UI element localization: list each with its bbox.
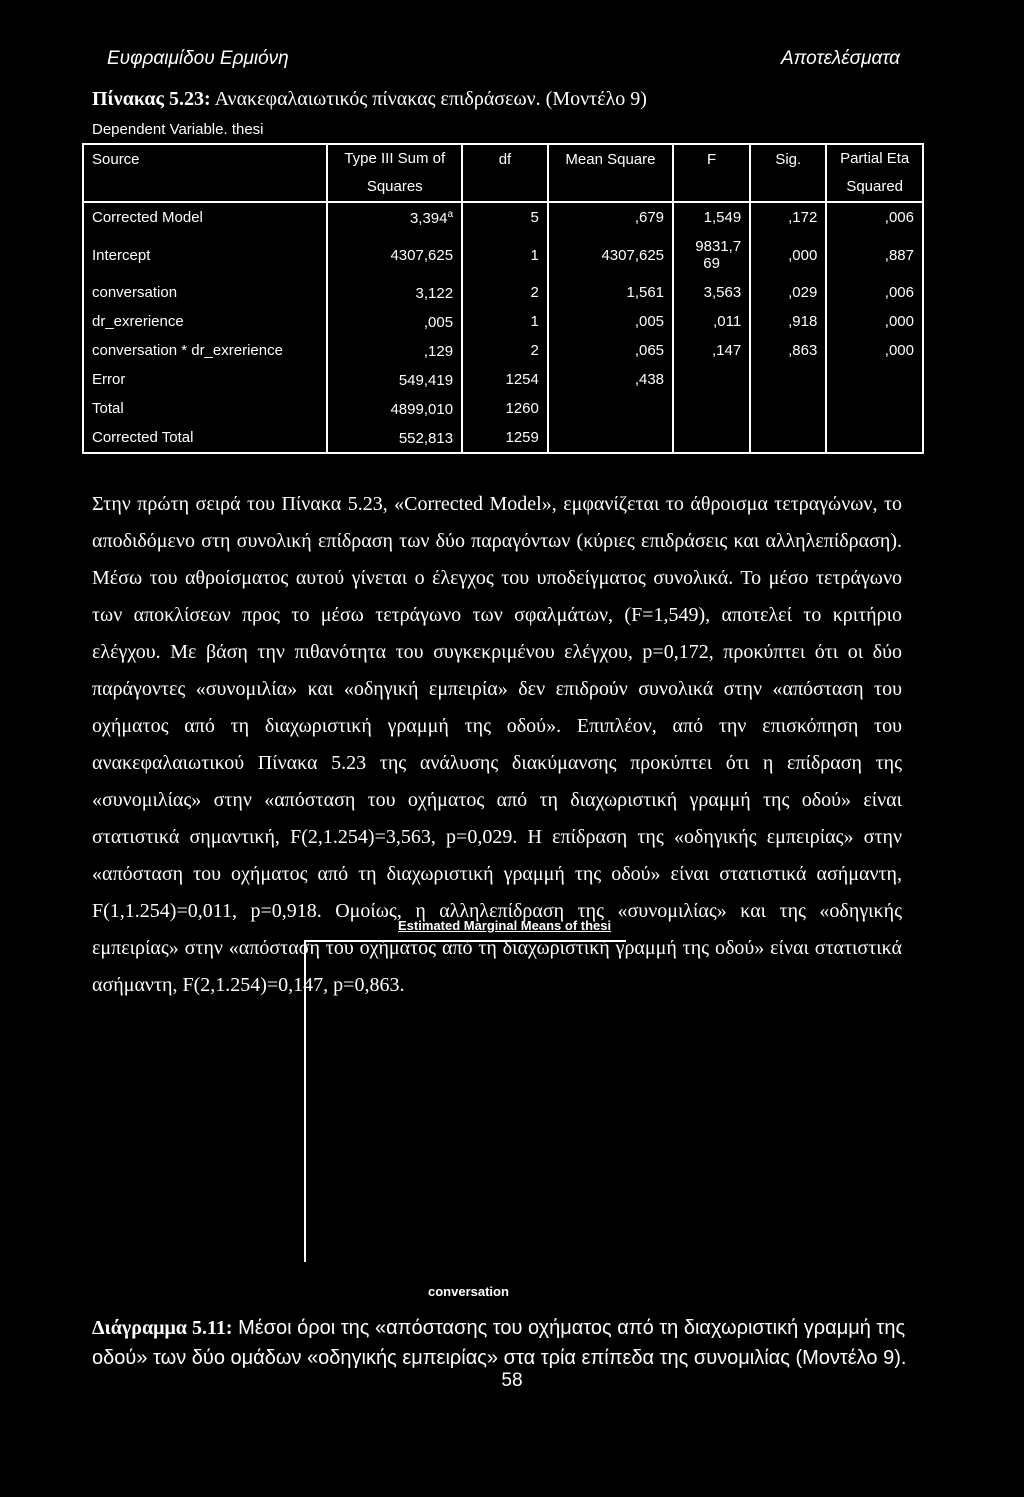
header-sig: Sig. <box>750 144 826 202</box>
table-title-text: Ανακεφαλαιωτικός πίνακας επιδράσεων. (Μοντέλο 9) <box>214 88 647 110</box>
cell-ms: ,679 <box>548 202 673 232</box>
cell-df: 1254 <box>462 365 548 394</box>
dependent-variable: Dependent Variable. thesi <box>92 121 264 138</box>
table-title-label: Πίνακας 5.23: <box>92 88 211 110</box>
header-source: Source <box>83 144 327 202</box>
header-df: df <box>462 144 548 202</box>
cell-eta: ,006 <box>826 202 923 232</box>
table-row <box>83 202 923 232</box>
cell-ss <box>327 336 462 365</box>
table-title <box>92 88 647 111</box>
cell-ss <box>327 394 462 423</box>
cell-df: 5 <box>462 202 548 232</box>
figure-caption <box>92 1313 922 1373</box>
cell-source: Corrected Total <box>83 423 327 453</box>
header-ss: Type III Sum of Squares <box>327 144 462 202</box>
caption-text: Μέσοι όροι της «απόστασης του οχήματος από τη διαχωριστική γραμμή της οδού» των δύο ομάδων «οδηγικής εμπειρίας» στα τρία επίπεδα της συνομιλίας (Μοντέλο 9). <box>92 1317 907 1369</box>
cell-ms: ,438 <box>548 365 673 394</box>
anova-table <box>82 143 924 454</box>
cell-eta: ,000 <box>826 307 923 336</box>
cell-source: Corrected Model <box>83 202 327 232</box>
cell-df: 1 <box>462 307 548 336</box>
cell-ss <box>327 365 462 394</box>
cell-f <box>673 336 750 365</box>
cell-sig: ,172 <box>750 202 826 232</box>
table-row <box>83 278 923 307</box>
cell-source: conversation <box>83 278 327 307</box>
cell-source: Intercept <box>83 232 327 278</box>
cell-f <box>673 365 750 394</box>
cell-sig <box>750 394 826 423</box>
body-paragraph: Στην πρώτη σειρά του Πίνακα 5.23, «Corrected Model», εμφανίζεται το άθροισμα τετραγώνων, το αποδιδόμενο στη συνολική επίδραση των δύο παραγόντων (κύριες επιδράσεις και αλληλεπίδραση). Μέσω του αθροίσματος αυτού γίνεται ο έλεγχος του υποδείγματος συνολικά. Το μέσο τετράγωνο των αποκλίσεων προς το μέσω τετράγωνο των σφαλμάτων, (F=1,549), αποτελεί το κριτήριο ελέγχου. Με βάση την πιθανότητα του συγκεκριμένου ελέγχου, p=0,172, προκύπτει ότι οι δύο παράγοντες «συνομιλία» και «οδηγική εμπειρία» δεν επιδρούν συνολικά στην «απόσταση του οχήματος από τη διαχωριστική γραμμή της οδού». Επιπλέον, από την επισκόπηση του ανακεφαλαιωτικού Πίνακα 5.23 της ανάλυσης διακύμανσης προκύπτει ότι η επίδραση της «συνομιλίας» στην «απόσταση του οχήματος από τη διαχωριστική γραμμή της οδού» είναι στατιστικά σημαντική, F(2,1.254)=3,563, p=0,029. Η επίδραση της «οδηγικής εμπειρίας» στην «απόσταση του οχήματος από τη διαχωριστική γραμμή της οδού» είναι στατιστικά ασήμαντη, F(1,1.254)=0,011, p=0,918. Ομοίως, η αλληλεπίδραση της «συνομιλίας» και της «οδηγικής εμπειρίας» στην «απόσταση του οχήματος από τη διαχωριστική γραμμή της οδού» είναι στατιστικά ασήμαντη, F(2,1.254)=0,147, p=0,863. <box>92 493 902 996</box>
chart-title: Estimated Marginal Means of thesi <box>398 918 612 933</box>
cell-f-value: 1,549 <box>703 209 742 226</box>
header-author: Ευφραιμίδου Ερμιόνη <box>107 48 289 69</box>
cell-source: conversation * dr_exrerience <box>83 336 327 365</box>
cell-f <box>673 232 750 278</box>
cell-sig <box>750 365 826 394</box>
cell-ss-value: 4899,010 <box>390 400 454 418</box>
cell-ms: ,065 <box>548 336 673 365</box>
cell-ss <box>327 278 462 307</box>
table-row <box>83 394 923 423</box>
cell-ss-value: ,129 <box>423 342 454 360</box>
caption-label: Διάγραμμα 5.11: <box>92 1317 233 1339</box>
cell-f <box>673 307 750 336</box>
cell-eta <box>826 423 923 453</box>
header-section: Αποτελέσματα <box>781 48 900 69</box>
table-row <box>83 232 923 278</box>
chart-frame <box>304 940 626 1262</box>
cell-sig: ,000 <box>750 232 826 278</box>
cell-ss <box>327 202 462 232</box>
cell-df: 2 <box>462 278 548 307</box>
cell-ms <box>548 423 673 453</box>
header-eta: Partial Eta Squared <box>826 144 923 202</box>
chart-xlabel: conversation <box>428 1284 509 1299</box>
cell-df: 1 <box>462 232 548 278</box>
table-header-row <box>83 144 923 202</box>
cell-f <box>673 278 750 307</box>
cell-ms: ,005 <box>548 307 673 336</box>
cell-ss <box>327 307 462 336</box>
cell-ss-value: 549,419 <box>398 371 454 389</box>
header-ms: Mean Square <box>548 144 673 202</box>
cell-ss-value: 3,122 <box>415 284 454 302</box>
cell-source: dr_exrerience <box>83 307 327 336</box>
cell-f <box>673 423 750 453</box>
cell-eta <box>826 394 923 423</box>
header-f: F <box>673 144 750 202</box>
cell-eta <box>826 365 923 394</box>
table-row <box>83 365 923 394</box>
table-row <box>83 307 923 336</box>
cell-sig: ,029 <box>750 278 826 307</box>
page-header <box>0 48 1024 74</box>
cell-eta: ,000 <box>826 336 923 365</box>
cell-f-value: 3,563 <box>703 284 742 301</box>
cell-f <box>673 394 750 423</box>
cell-ms: 4307,625 <box>548 232 673 278</box>
cell-f-value: 9831,7 <box>695 238 742 255</box>
cell-f-value: ,011 <box>713 313 742 330</box>
cell-ss <box>327 232 462 278</box>
cell-ss-value: 4307,625 <box>390 247 454 264</box>
page-number: 58 <box>501 1370 523 1391</box>
cell-eta: ,006 <box>826 278 923 307</box>
cell-f-value: ,147 <box>711 342 742 359</box>
cell-df: 1259 <box>462 423 548 453</box>
cell-sig <box>750 423 826 453</box>
cell-ss <box>327 423 462 453</box>
cell-sig: ,863 <box>750 336 826 365</box>
cell-df: 1260 <box>462 394 548 423</box>
cell-source: Error <box>83 365 327 394</box>
cell-sig: ,918 <box>750 307 826 336</box>
cell-ss-footnote: a <box>447 208 454 220</box>
cell-eta: ,887 <box>826 232 923 278</box>
cell-ss-value: ,005 <box>423 313 454 331</box>
table-row <box>83 423 923 453</box>
cell-ss-value: 3,394 <box>409 209 448 227</box>
cell-ms <box>548 394 673 423</box>
cell-df: 2 <box>462 336 548 365</box>
cell-source: Total <box>83 394 327 423</box>
table-row <box>83 336 923 365</box>
cell-ss-value: 552,813 <box>398 429 454 447</box>
cell-f-value-wrap: 69 <box>703 255 720 272</box>
cell-ms: 1,561 <box>548 278 673 307</box>
cell-f <box>673 202 750 232</box>
